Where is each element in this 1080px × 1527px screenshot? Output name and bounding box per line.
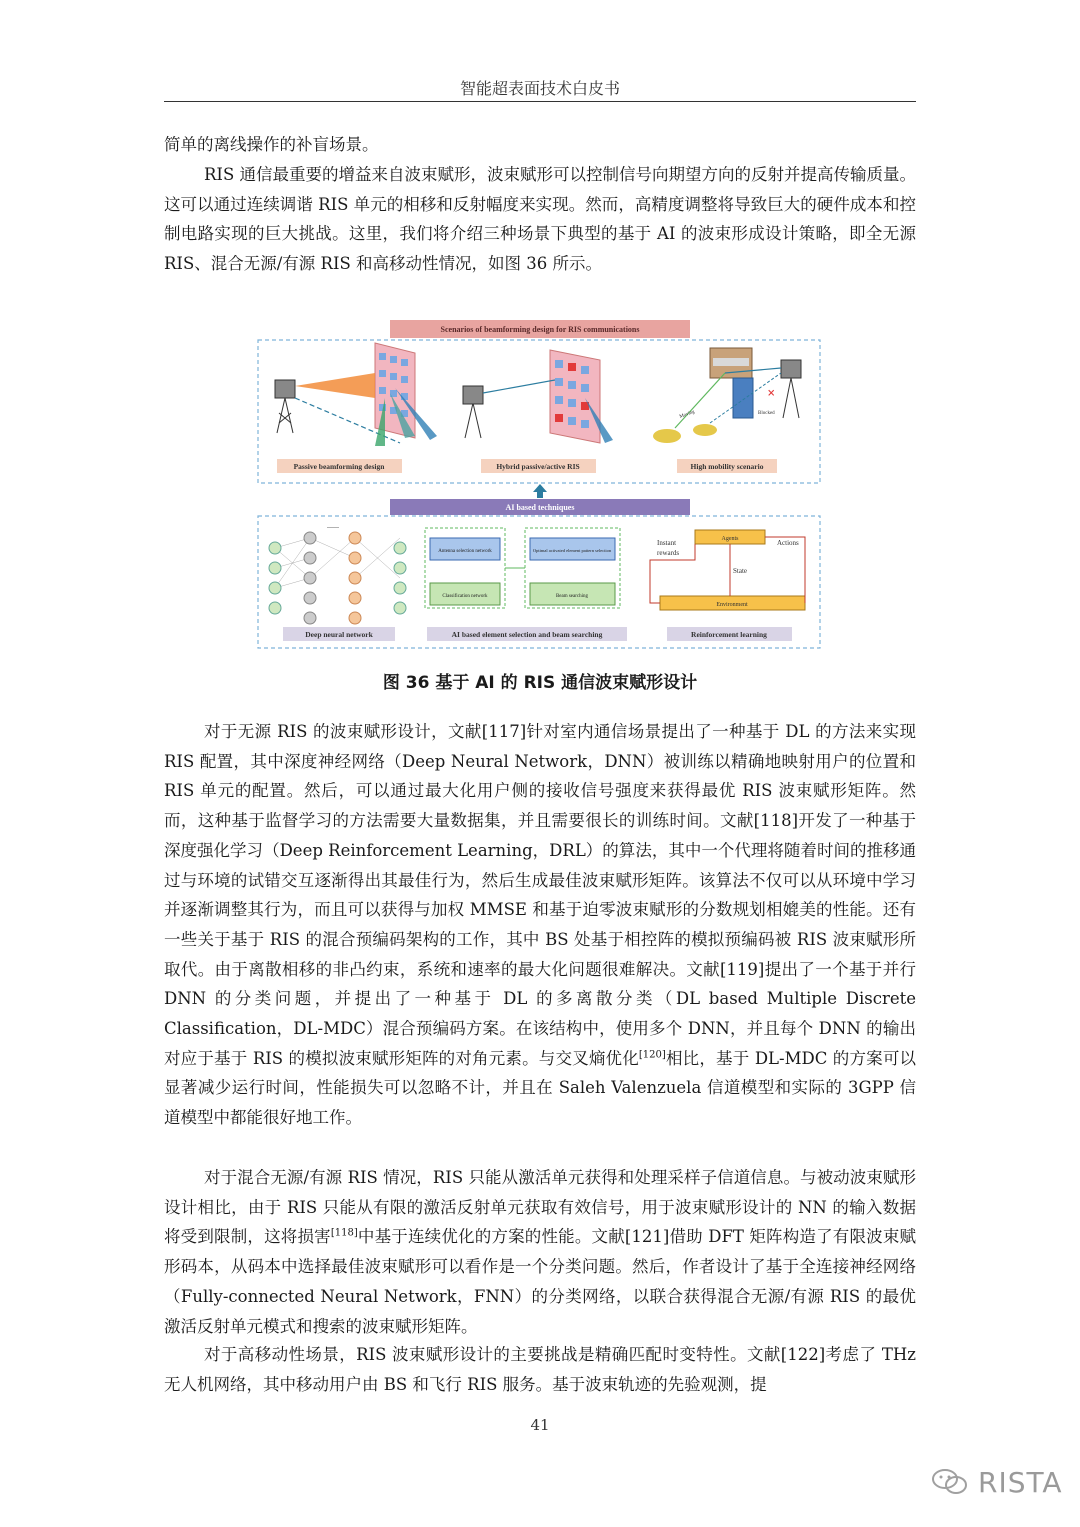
paragraph-3-part-b: 中基于连续优化的方案的性能。文献[121]借助 DFT 矩阵构造了有限波束赋形码本，从码本中选择最佳波束赋形可以看作是一个分类问题。然后，作者设计了基于全连接神经网络（Fully-connected Neural Network，FNN）的分类网络，以联合获得混合无源/有源 RIS 的最优激活反射单元模式和搜索的波束赋形矩阵。 bbox=[164, 1227, 917, 1336]
dnn-illustration bbox=[275, 538, 400, 588]
rl-label: Reinforcement learning bbox=[691, 630, 767, 639]
figure-36 bbox=[255, 318, 825, 650]
agents-text: Agents bbox=[721, 536, 739, 542]
paragraph-3-part-a: 对于混合无源/有源 RIS 情况，RIS 只能从激活单元获得和处理采样子信道信息。与被动波束赋形设计相比，由于 RIS 只能从有限的激活反射单元获取有效信号，用于波束赋形设计的 NN 的输入数据将受到限制，这将损害 bbox=[164, 1168, 916, 1247]
mobility-scenario-illustration bbox=[653, 348, 801, 443]
paragraph-3-citation: [118] bbox=[330, 1227, 358, 1239]
beam-searching-text: Beam searching bbox=[555, 594, 589, 599]
paragraph-2-citation: [120] bbox=[638, 1049, 666, 1061]
moving-label: Moving bbox=[678, 409, 696, 420]
rewards-text: rewards bbox=[657, 549, 680, 557]
svg-text:×: × bbox=[767, 388, 776, 399]
paragraph-0: 简单的离线操作的补盲场景。 bbox=[164, 135, 379, 154]
hybrid-scenario-illustration bbox=[463, 350, 613, 443]
state-text: State bbox=[733, 567, 747, 575]
passive-scenario-illustration bbox=[275, 343, 437, 446]
scenario-passive-label: Passive beamforming design bbox=[293, 462, 385, 471]
paragraph-2-part-b: 相比，基于 DL-MDC 的方案可以显著减少运行时间，性能损失可以忽略不计，并且在 Saleh Valenzuela 信道模型和实际的 3GPP 信道模型中都能很好地工作。 bbox=[164, 1048, 917, 1128]
header-rule bbox=[164, 101, 916, 102]
ai-banner-text: AI based techniques bbox=[505, 503, 575, 512]
dnn-nodes bbox=[269, 532, 406, 624]
paragraph-3 bbox=[164, 1163, 916, 1341]
element-pattern-text: Optimal activated element pattern selection bbox=[532, 548, 612, 553]
watermark-text: RISTA bbox=[978, 1465, 1063, 1499]
watermark bbox=[930, 1462, 1063, 1502]
scenario-mobility-label: High mobility scenario bbox=[690, 462, 764, 471]
dnn-dots: ...... bbox=[327, 521, 339, 530]
scenarios-banner-text: Scenarios of beamforming design for RIS communications bbox=[440, 325, 640, 334]
running-header: 智能超表面技术白皮书 bbox=[459, 79, 620, 98]
up-arrow bbox=[533, 484, 547, 498]
dnn-label: Deep neural network bbox=[305, 630, 373, 639]
paragraph-2-part-a: 对于无源 RIS 的波束赋形设计，文献[117]针对室内通信场景提出了一种基于 DL 的方法来实现 RIS 配置，其中深度神经网络（Deep Neural Network，DNN）被训练以精确地映射用户的位置和 RIS 单元的配置。然后，可以通过最大化用户侧的接收信号强度来获得最优 RIS 波束赋形矩阵。然而，这种基于监督学习的方法需要大量数据集，并且需要很长的训练时间。文献[118]开发了一种基于深度强化学习（Deep Reinforcement Learning，DRL）的算法，其中一个代理将随着时间的推移通过与环境的试错交互逐渐得出其最佳行为，然后生成最佳波束赋形矩阵。该算法不仅可以从环境中学习并逐渐调整其行为，而且可以获得与加权 MMSE 和基于迫零波束赋形的分数规划相媲美的性能。还有一些关于基于 RIS 的混合预编码架构的工作，其中 BS 处基于相控阵的模拟预编码被 RIS 波束赋形所取代。由于离散相移的非凸约束，系统和速率的最大化问题很难解决。文献[119]提出了一个基于并行 DNN 的分类问题，并提出了一种基于 DL 的多离散分类（DL based Multiple Discrete Classification，DL-MDC）混合预编码方案。在该结构中，使用多个 DNN，并且每个 DNN 的输出对应于基于 RIS 的模拟波束赋形矩阵的对角元素。与交叉熵优化 bbox=[164, 722, 916, 1068]
page-number: 41 bbox=[530, 1416, 550, 1434]
classification-text: Classification network bbox=[442, 594, 488, 599]
instant-text: Instant bbox=[657, 539, 677, 547]
paragraph-2 bbox=[164, 717, 916, 1133]
environment-text: Environment bbox=[716, 602, 748, 608]
paragraph-4: 对于高移动性场景，RIS 波束赋形设计的主要挑战是精确匹配时变特性。文献[122]考虑了 THz 无人机网络，其中移动用户由 BS 和飞行 RIS 服务。基于波束轨迹的先验观测，提 bbox=[164, 1345, 916, 1394]
wechat-icon bbox=[930, 1467, 970, 1497]
scenario-hybrid-label: Hybrid passive/active RIS bbox=[496, 462, 580, 471]
actions-text: Actions bbox=[777, 539, 799, 547]
blocked-label: Blocked bbox=[758, 411, 775, 416]
selection-label: AI based element selection and beam searching bbox=[451, 630, 603, 639]
figure-caption: 图 36 基于 AI 的 RIS 通信波束赋形设计 bbox=[382, 673, 698, 693]
paragraph-1: RIS 通信最重要的增益来自波束赋形，波束赋形可以控制信号向期望方向的反射并提高传输质量。这可以通过连续调谐 RIS 单元的相移和反射幅度来实现。然而，高精度调整将导致巨大的硬件成本和控制电路实现的巨大挑战。这里，我们将介绍三种场景下典型的基于 AI 的波束形成设计策略，即全无源 RIS、混合无源/有源 RIS 和高移动性情况，如图 36 所示。 bbox=[164, 165, 916, 274]
antenna-selection-text: Antenna selection network bbox=[438, 549, 492, 554]
